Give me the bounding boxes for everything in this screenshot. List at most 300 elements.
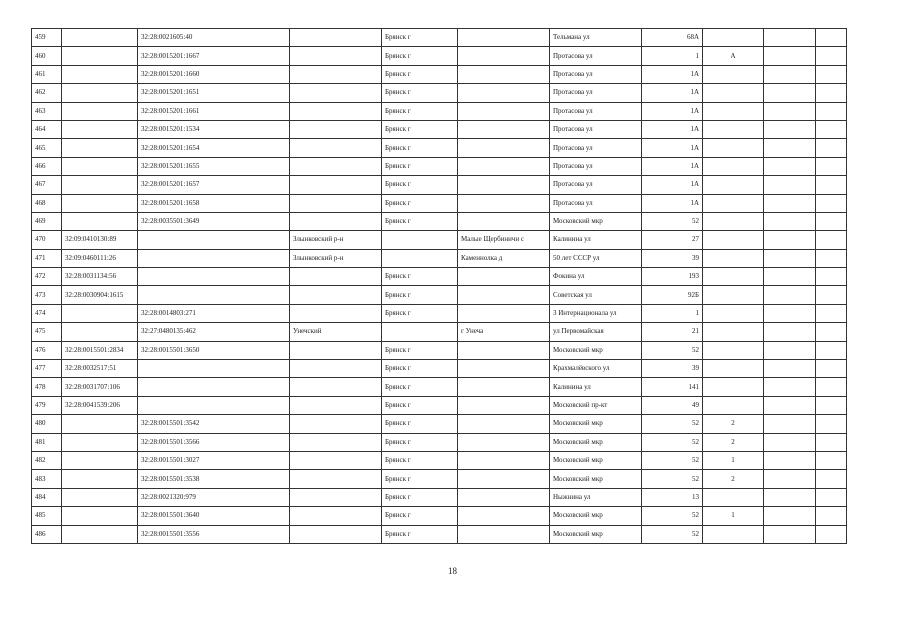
district-cell <box>290 341 382 359</box>
table-row <box>32 378 847 396</box>
extra-cell-2 <box>816 304 847 322</box>
street-cell: Московский мкр <box>550 507 642 525</box>
extra-cell-2 <box>816 341 847 359</box>
city-cell: Брянск г <box>382 120 458 138</box>
table-row <box>32 65 847 83</box>
district-cell <box>290 470 382 488</box>
row-number-cell: 482 <box>32 451 62 469</box>
cadastral-number-cell: 32:28:0031707:106 <box>62 378 138 396</box>
extra-cell-1 <box>764 231 816 249</box>
extra-cell-2 <box>816 488 847 506</box>
extra-cell-1 <box>764 378 816 396</box>
locality-cell: Каменнолка д <box>458 249 550 267</box>
extra-cell-1 <box>764 139 816 157</box>
house-cell: 27 <box>642 231 703 249</box>
building-cadastral-cell: 32:28:0015201:1534 <box>138 120 290 138</box>
cadastral-number-cell <box>62 102 138 120</box>
street-cell: Протасова ул <box>550 194 642 212</box>
building-cadastral-cell: 32:27:0480135:462 <box>138 323 290 341</box>
house-cell: 52 <box>642 470 703 488</box>
table-row <box>32 139 847 157</box>
locality-cell <box>458 194 550 212</box>
flat-cell <box>703 341 764 359</box>
locality-cell <box>458 212 550 230</box>
row-number-cell: 485 <box>32 507 62 525</box>
extra-cell-2 <box>816 231 847 249</box>
extra-cell-1 <box>764 268 816 286</box>
street-cell: Калинина ул <box>550 378 642 396</box>
extra-cell-1 <box>764 451 816 469</box>
extra-cell-1 <box>764 212 816 230</box>
row-number-cell: 467 <box>32 176 62 194</box>
city-cell: Брянск г <box>382 102 458 120</box>
house-cell: 39 <box>642 360 703 378</box>
street-cell: Протасова ул <box>550 47 642 65</box>
flat-cell: А <box>703 47 764 65</box>
flat-cell <box>703 396 764 414</box>
flat-cell <box>703 268 764 286</box>
table-row <box>32 29 847 47</box>
house-cell: 52 <box>642 433 703 451</box>
cadastral-number-cell <box>62 304 138 322</box>
building-cadastral-cell: 32:28:0015501:3640 <box>138 507 290 525</box>
locality-cell <box>458 84 550 102</box>
extra-cell-2 <box>816 378 847 396</box>
street-cell: Московский мкр <box>550 415 642 433</box>
locality-cell <box>458 102 550 120</box>
cadastral-number-cell: 32:28:0031134:56 <box>62 268 138 286</box>
row-number-cell: 470 <box>32 231 62 249</box>
house-cell: 52 <box>642 212 703 230</box>
city-cell <box>382 231 458 249</box>
extra-cell-2 <box>816 65 847 83</box>
flat-cell: 2 <box>703 433 764 451</box>
locality-cell <box>458 360 550 378</box>
flat-cell: 2 <box>703 415 764 433</box>
row-number-cell: 476 <box>32 341 62 359</box>
extra-cell-2 <box>816 249 847 267</box>
city-cell: Брянск г <box>382 415 458 433</box>
street-cell: 3 Интернационала ул <box>550 304 642 322</box>
street-cell: Московский мкр <box>550 525 642 543</box>
house-cell: 39 <box>642 249 703 267</box>
flat-cell <box>703 212 764 230</box>
table-row <box>32 415 847 433</box>
street-cell: Тельмана ул <box>550 29 642 47</box>
locality-cell <box>458 157 550 175</box>
table-row <box>32 304 847 322</box>
row-number-cell: 471 <box>32 249 62 267</box>
row-number-cell: 463 <box>32 102 62 120</box>
street-cell: Московский мкр <box>550 433 642 451</box>
table-row <box>32 194 847 212</box>
extra-cell-1 <box>764 84 816 102</box>
table-row <box>32 102 847 120</box>
extra-cell-1 <box>764 157 816 175</box>
street-cell: Калинина ул <box>550 231 642 249</box>
extra-cell-2 <box>816 268 847 286</box>
cadastral-number-cell: 32:09:0410130:89 <box>62 231 138 249</box>
district-cell <box>290 139 382 157</box>
flat-cell: 2 <box>703 470 764 488</box>
flat-cell <box>703 84 764 102</box>
building-cadastral-cell <box>138 231 290 249</box>
table-row <box>32 341 847 359</box>
district-cell <box>290 120 382 138</box>
extra-cell-2 <box>816 507 847 525</box>
cadastral-number-cell <box>62 29 138 47</box>
building-cadastral-cell: 32:28:0015501:3650 <box>138 341 290 359</box>
district-cell <box>290 176 382 194</box>
building-cadastral-cell: 32:28:0015201:1651 <box>138 84 290 102</box>
locality-cell <box>458 433 550 451</box>
locality-cell <box>458 120 550 138</box>
locality-cell <box>458 507 550 525</box>
table-row <box>32 120 847 138</box>
extra-cell-1 <box>764 360 816 378</box>
extra-cell-1 <box>764 341 816 359</box>
house-cell: 1А <box>642 65 703 83</box>
building-cadastral-cell: 32:28:0021320:979 <box>138 488 290 506</box>
flat-cell <box>703 157 764 175</box>
table-row <box>32 323 847 341</box>
table-row <box>32 488 847 506</box>
extra-cell-2 <box>816 451 847 469</box>
extra-cell-2 <box>816 84 847 102</box>
city-cell: Брянск г <box>382 194 458 212</box>
street-cell: Протасова ул <box>550 84 642 102</box>
street-cell: Московский мкр <box>550 341 642 359</box>
extra-cell-1 <box>764 176 816 194</box>
flat-cell <box>703 29 764 47</box>
street-cell: Протасова ул <box>550 65 642 83</box>
flat-cell <box>703 488 764 506</box>
locality-cell <box>458 488 550 506</box>
street-cell: Протасова ул <box>550 139 642 157</box>
district-cell <box>290 304 382 322</box>
table-row <box>32 84 847 102</box>
city-cell: Брянск г <box>382 360 458 378</box>
extra-cell-2 <box>816 525 847 543</box>
row-number-cell: 462 <box>32 84 62 102</box>
row-number-cell: 486 <box>32 525 62 543</box>
building-cadastral-cell <box>138 268 290 286</box>
extra-cell-2 <box>816 470 847 488</box>
row-number-cell: 484 <box>32 488 62 506</box>
table-row <box>32 433 847 451</box>
row-number-cell: 480 <box>32 415 62 433</box>
house-cell: 1А <box>642 176 703 194</box>
district-cell <box>290 360 382 378</box>
extra-cell-2 <box>816 433 847 451</box>
locality-cell <box>458 65 550 83</box>
extra-cell-2 <box>816 360 847 378</box>
city-cell: Брянск г <box>382 488 458 506</box>
extra-cell-2 <box>816 157 847 175</box>
building-cadastral-cell: 32:28:0035501:3649 <box>138 212 290 230</box>
street-cell: 50 лет СССР ул <box>550 249 642 267</box>
extra-cell-1 <box>764 304 816 322</box>
city-cell: Брянск г <box>382 286 458 304</box>
row-number-cell: 465 <box>32 139 62 157</box>
locality-cell <box>458 451 550 469</box>
building-cadastral-cell <box>138 249 290 267</box>
row-number-cell: 469 <box>32 212 62 230</box>
flat-cell: 1 <box>703 451 764 469</box>
locality-cell <box>458 47 550 65</box>
city-cell: Брянск г <box>382 157 458 175</box>
table-row <box>32 47 847 65</box>
house-cell: 193 <box>642 268 703 286</box>
extra-cell-2 <box>816 323 847 341</box>
city-cell: Брянск г <box>382 470 458 488</box>
city-cell: Брянск г <box>382 139 458 157</box>
table-row <box>32 525 847 543</box>
street-cell: Ныжнина ул <box>550 488 642 506</box>
flat-cell <box>703 65 764 83</box>
flat-cell <box>703 304 764 322</box>
table-row <box>32 157 847 175</box>
flat-cell <box>703 323 764 341</box>
flat-cell <box>703 176 764 194</box>
extra-cell-2 <box>816 396 847 414</box>
street-cell: Московский мкр <box>550 212 642 230</box>
house-cell: 1 <box>642 47 703 65</box>
building-cadastral-cell <box>138 378 290 396</box>
table-row <box>32 286 847 304</box>
extra-cell-2 <box>816 176 847 194</box>
house-cell: 52 <box>642 525 703 543</box>
cadastral-number-cell <box>62 507 138 525</box>
locality-cell <box>458 415 550 433</box>
extra-cell-1 <box>764 323 816 341</box>
street-cell: Протасова ул <box>550 176 642 194</box>
district-cell <box>290 268 382 286</box>
cadastral-number-cell: 32:28:0015501:2834 <box>62 341 138 359</box>
row-number-cell: 468 <box>32 194 62 212</box>
city-cell: Брянск г <box>382 65 458 83</box>
district-cell <box>290 488 382 506</box>
extra-cell-2 <box>816 102 847 120</box>
cadastral-number-cell <box>62 84 138 102</box>
building-cadastral-cell: 32:28:0015201:1667 <box>138 47 290 65</box>
building-cadastral-cell: 32:28:0015201:1660 <box>138 65 290 83</box>
building-cadastral-cell <box>138 396 290 414</box>
cadastral-number-cell <box>62 194 138 212</box>
building-cadastral-cell: 32:28:0015201:1657 <box>138 176 290 194</box>
row-number-cell: 477 <box>32 360 62 378</box>
cadastral-number-cell <box>62 176 138 194</box>
city-cell: Брянск г <box>382 176 458 194</box>
locality-cell: Малые Щербиничи с <box>458 231 550 249</box>
extra-cell-1 <box>764 470 816 488</box>
district-cell <box>290 396 382 414</box>
extra-cell-1 <box>764 47 816 65</box>
extra-cell-1 <box>764 396 816 414</box>
locality-cell <box>458 176 550 194</box>
locality-cell <box>458 268 550 286</box>
extra-cell-1 <box>764 415 816 433</box>
city-cell: Брянск г <box>382 433 458 451</box>
house-cell: 52 <box>642 451 703 469</box>
city-cell: Брянск г <box>382 84 458 102</box>
district-cell <box>290 157 382 175</box>
district-cell <box>290 451 382 469</box>
page-number: 18 <box>448 566 457 576</box>
flat-cell <box>703 360 764 378</box>
street-cell: ул Первомайская <box>550 323 642 341</box>
cadastral-number-cell: 32:09:0460111:26 <box>62 249 138 267</box>
house-cell: 1А <box>642 84 703 102</box>
house-cell: 141 <box>642 378 703 396</box>
house-cell: 68А <box>642 29 703 47</box>
row-number-cell: 472 <box>32 268 62 286</box>
house-cell: 52 <box>642 415 703 433</box>
extra-cell-1 <box>764 525 816 543</box>
district-cell <box>290 507 382 525</box>
street-cell: Крахмалёвского ул <box>550 360 642 378</box>
locality-cell <box>458 525 550 543</box>
house-cell: 1А <box>642 139 703 157</box>
city-cell: Брянск г <box>382 507 458 525</box>
street-cell: Московский мкр <box>550 470 642 488</box>
row-number-cell: 464 <box>32 120 62 138</box>
house-cell: 13 <box>642 488 703 506</box>
house-cell: 21 <box>642 323 703 341</box>
house-cell: 92Б <box>642 286 703 304</box>
street-cell: Московский пр-кт <box>550 396 642 414</box>
flat-cell <box>703 231 764 249</box>
row-number-cell: 473 <box>32 286 62 304</box>
table-row <box>32 268 847 286</box>
building-cadastral-cell: 32:28:0015501:3542 <box>138 415 290 433</box>
extra-cell-1 <box>764 488 816 506</box>
house-cell: 1А <box>642 194 703 212</box>
house-cell: 1А <box>642 120 703 138</box>
row-number-cell: 466 <box>32 157 62 175</box>
street-cell: Фокина ул <box>550 268 642 286</box>
cadastral-number-cell <box>62 65 138 83</box>
district-cell: Злынковский р-н <box>290 249 382 267</box>
district-cell <box>290 65 382 83</box>
extra-cell-1 <box>764 120 816 138</box>
city-cell: Брянск г <box>382 304 458 322</box>
table-row <box>32 360 847 378</box>
cadastral-number-cell <box>62 139 138 157</box>
extra-cell-2 <box>816 212 847 230</box>
row-number-cell: 478 <box>32 378 62 396</box>
extra-cell-2 <box>816 415 847 433</box>
locality-cell <box>458 470 550 488</box>
building-cadastral-cell <box>138 286 290 304</box>
flat-cell <box>703 102 764 120</box>
city-cell: Брянск г <box>382 341 458 359</box>
locality-cell <box>458 286 550 304</box>
table-row <box>32 231 847 249</box>
row-number-cell: 483 <box>32 470 62 488</box>
city-cell: Брянск г <box>382 396 458 414</box>
locality-cell <box>458 396 550 414</box>
district-cell <box>290 84 382 102</box>
building-cadastral-cell: 32:28:0014803:271 <box>138 304 290 322</box>
city-cell <box>382 323 458 341</box>
extra-cell-2 <box>816 29 847 47</box>
cadastral-number-cell <box>62 433 138 451</box>
flat-cell <box>703 120 764 138</box>
locality-cell <box>458 378 550 396</box>
table-row <box>32 396 847 414</box>
extra-cell-2 <box>816 286 847 304</box>
extra-cell-2 <box>816 139 847 157</box>
flat-cell <box>703 378 764 396</box>
house-cell: 1А <box>642 157 703 175</box>
cadastral-number-cell <box>62 157 138 175</box>
cadastral-number-cell: 32:28:0032517:51 <box>62 360 138 378</box>
extra-cell-2 <box>816 120 847 138</box>
street-cell: Протасова ул <box>550 102 642 120</box>
house-cell: 1 <box>642 304 703 322</box>
extra-cell-1 <box>764 507 816 525</box>
district-cell <box>290 525 382 543</box>
table-row <box>32 176 847 194</box>
district-cell <box>290 415 382 433</box>
cadastral-number-cell <box>62 323 138 341</box>
building-cadastral-cell: 32:28:0021605:40 <box>138 29 290 47</box>
locality-cell <box>458 29 550 47</box>
flat-cell: 1 <box>703 507 764 525</box>
row-number-cell: 474 <box>32 304 62 322</box>
house-cell: 49 <box>642 396 703 414</box>
building-cadastral-cell: 32:28:0015501:3027 <box>138 451 290 469</box>
building-cadastral-cell: 32:28:0015201:1654 <box>138 139 290 157</box>
cadastral-number-cell <box>62 415 138 433</box>
street-cell: Протасова ул <box>550 120 642 138</box>
cadastral-number-cell <box>62 525 138 543</box>
cadastral-number-cell <box>62 212 138 230</box>
table-body <box>32 29 847 544</box>
flat-cell <box>703 286 764 304</box>
city-cell <box>382 249 458 267</box>
cadastral-number-cell <box>62 47 138 65</box>
table-row <box>32 212 847 230</box>
house-cell: 1А <box>642 102 703 120</box>
flat-cell <box>703 525 764 543</box>
district-cell <box>290 212 382 230</box>
building-cadastral-cell: 32:28:0015201:1661 <box>138 102 290 120</box>
row-number-cell: 461 <box>32 65 62 83</box>
city-cell: Брянск г <box>382 451 458 469</box>
flat-cell <box>703 139 764 157</box>
locality-cell <box>458 304 550 322</box>
extra-cell-2 <box>816 194 847 212</box>
cadastral-number-cell: 32:28:0041539:206 <box>62 396 138 414</box>
extra-cell-1 <box>764 249 816 267</box>
row-number-cell: 460 <box>32 47 62 65</box>
city-cell: Брянск г <box>382 212 458 230</box>
extra-cell-1 <box>764 433 816 451</box>
building-cadastral-cell: 32:28:0015201:1658 <box>138 194 290 212</box>
district-cell <box>290 378 382 396</box>
house-cell: 52 <box>642 341 703 359</box>
city-cell: Брянск г <box>382 525 458 543</box>
row-number-cell: 479 <box>32 396 62 414</box>
district-cell <box>290 102 382 120</box>
building-cadastral-cell <box>138 360 290 378</box>
table-row <box>32 470 847 488</box>
extra-cell-2 <box>816 47 847 65</box>
building-cadastral-cell: 32:28:0015201:1655 <box>138 157 290 175</box>
district-cell: Унечский <box>290 323 382 341</box>
